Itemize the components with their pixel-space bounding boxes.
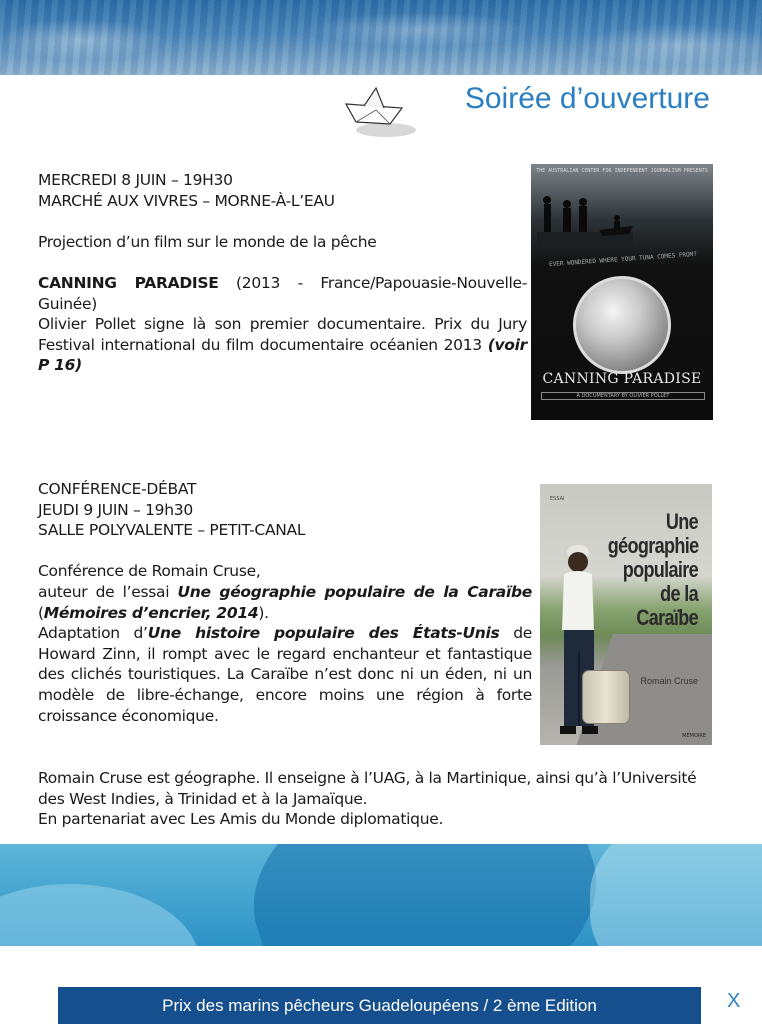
event1-place: MARCHÉ AUX VIVRES – MORNE-À-L’EAU <box>38 191 335 210</box>
event1-film <box>38 273 527 314</box>
book-publisher: Mémoires d’encrier, 2014 <box>43 603 259 622</box>
decorative-wave-band <box>0 844 762 946</box>
event2-line2c: ). <box>258 603 269 622</box>
reference-title: Une histoire populaire des États-Unis <box>147 624 500 643</box>
event2-line3a: Adaptation d’ <box>38 624 148 643</box>
tuna-can-image <box>573 276 671 374</box>
book-label: ESSAI <box>550 496 565 502</box>
speaker-bio <box>38 768 718 830</box>
event2-adaptation <box>38 623 532 726</box>
poster1-title: CANNING PARADISE <box>542 371 702 387</box>
event2-book-line <box>38 582 532 623</box>
book-cover <box>540 484 712 745</box>
paper-boat-icon <box>342 84 422 140</box>
partner-text: En partenariat avec Les Amis du Monde diplomatique. <box>38 810 444 829</box>
book-title: Une géographie populaire de la Caraïbe <box>177 582 532 601</box>
event2-line1: Conférence de Romain Cruse, <box>38 562 261 581</box>
event2-line2b: ( <box>38 603 44 622</box>
event2-line2a: auteur de l’essai <box>38 582 178 601</box>
event1-ref: (voir P 16) <box>38 335 527 375</box>
event1-date: MERCREDI 8 JUIN – 19H30 <box>38 171 233 189</box>
poster1-presenter: THE AUSTRALIAN CENTER FOR INDEPENDENT JOURNALISM PRESENTS <box>536 168 708 174</box>
publisher-logo: MÉMOIRE <box>682 733 706 739</box>
event1-desc-text: Olivier Pollet signe là son premier documentaire. Prix du Jury Festival international du film documentaire océanien 2013 <box>38 315 527 354</box>
footer-bar: Prix des marins pêcheurs Guadeloupéens / 2 ème Edition <box>58 987 701 1024</box>
event1-intro: Projection d’un film sur le monde de la pêche <box>38 232 377 251</box>
event2-place: SALLE POLYVALENTE – PETIT-CANAL <box>38 521 306 540</box>
event-conference <box>38 479 532 726</box>
top-banner-image <box>0 0 762 75</box>
event-screening <box>38 170 527 376</box>
poster1-tagline: EVER WONDERED WHERE YOUR TUNA COMES FROM? <box>548 250 698 269</box>
page-title: Soirée d’ouverture <box>464 82 710 115</box>
page-number: X <box>727 990 741 1012</box>
bio-text: Romain Cruse est géographe. Il enseigne à l’UAG, à la Martinique, ainsi qu’à l’Université des West Indies, à Trinidad et à la Jamaïque. <box>38 769 697 808</box>
film-title: CANNING PARADISE <box>38 273 219 292</box>
event2-date: JEUDI 9 JUIN – 19h30 <box>38 500 193 519</box>
book-cover-title: Une géographie populaire de la Caraïbe <box>607 509 699 630</box>
event2-line3b: de Howard Zinn, il rompt avec le regard enchanteur et fantastique des clichés touristiques. La Caraïbe n’est donc ni un éden, ni un modèle de libre-échange, encore moins une région à forte croissance économique. <box>38 624 532 725</box>
suitcase-image <box>582 670 630 724</box>
poster1-subtitle: A DOCUMENTARY BY OLIVIER POLLET <box>541 392 705 400</box>
film-info: (2013 - France/Papouasie-Nouvelle-Guinée) <box>38 273 528 313</box>
canning-paradise-poster <box>531 164 713 420</box>
fishermen-silhouette <box>537 192 633 250</box>
event2-type: CONFÉRENCE-DÉBAT <box>38 480 197 498</box>
event1-description <box>38 314 527 376</box>
book-cover-author: Romain Cruse <box>640 676 698 686</box>
